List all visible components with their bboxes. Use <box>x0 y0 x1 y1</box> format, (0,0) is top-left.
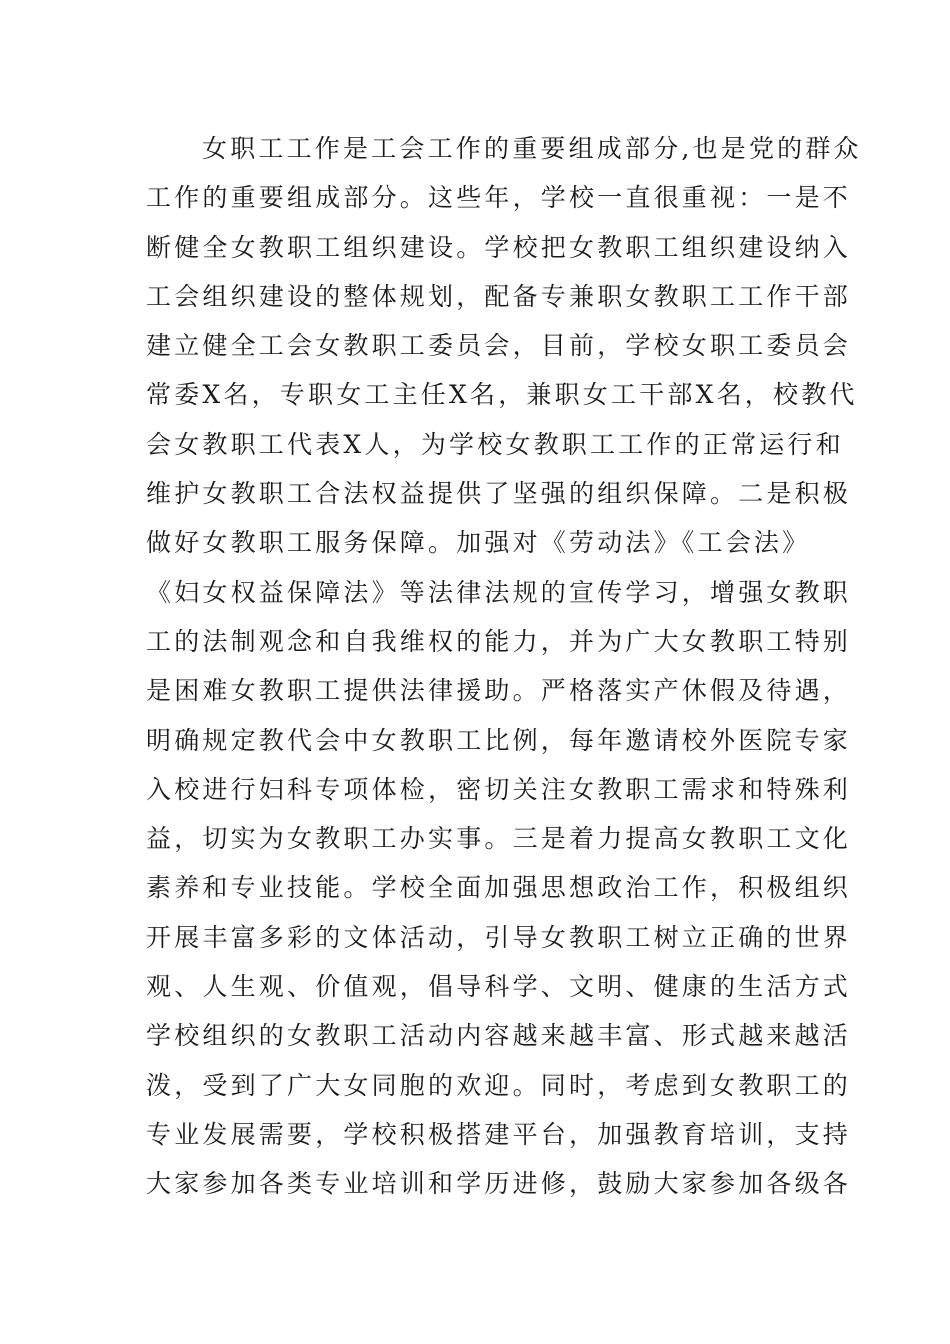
text-line-5: 建立健全工会女教职工委员会，目前，学校女职工委员会 <box>146 331 852 361</box>
text-line-19: 学校组织的女教职工活动内容越来越丰富、形式越来越活 <box>146 1021 852 1051</box>
text-line-11: 工的法制观念和自我维权的能力，并为广大女教职工特别 <box>146 626 852 656</box>
text-line-16: 素养和专业技能。学校全面加强思想政治工作，积极组织 <box>146 873 852 903</box>
text-line-20: 泼，受到了广大女同胞的欢迎。同时，考虑到女教职工的 <box>146 1070 852 1100</box>
text-line-13: 明确规定教代会中女教职工比例，每年邀请校外医院专家 <box>146 725 852 755</box>
text-line-21: 专业发展需要，学校积极搭建平台，加强教育培训，支持 <box>146 1119 852 1149</box>
text-line-9: 做好女教职工服务保障。加强对《劳动法》《工会法》 <box>146 528 811 558</box>
text-line-17: 开展丰富多彩的文体活动，引导女教职工树立正确的世界 <box>146 922 852 952</box>
text-line-15: 益，切实为女教职工办实事。三是着力提高女教职工文化 <box>146 824 852 854</box>
text-line-12: 是困难女教职工提供法律援助。严格落实产休假及待遇， <box>146 676 852 706</box>
text-line-10: 《妇女权益保障法》等法律法规的宣传学习，增强女教职 <box>146 577 852 607</box>
text-line-8: 维护女教职工合法权益提供了坚强的组织保障。二是积极 <box>146 479 852 509</box>
body-paragraph <box>146 124 862 1209</box>
text-line-14: 入校进行妇科专项体检，密切关注女教职工需求和特殊利 <box>146 774 852 804</box>
text-line-6: 常委X名，专职女工主任X名，兼职女工干部X名，校教代 <box>146 380 858 410</box>
text-line-3: 断健全女教职工组织建设。学校把女教职工组织建设纳入 <box>146 232 852 262</box>
text-line-4: 工会组织建设的整体规划，配备专兼职女教职工工作干部 <box>146 281 852 311</box>
text-line-2: 工作的重要组成部分。这些年，学校一直很重视：一是不 <box>146 183 852 213</box>
text-line-18: 观、人生观、价值观，倡导科学、文明、健康的生活方式 <box>146 972 852 1002</box>
text-line-1: 女职工工作是工会工作的重要组成部分,也是党的群众 <box>202 134 862 163</box>
text-line-22: 大家参加各类专业培训和学历进修，鼓励大家参加各级各 <box>146 1169 852 1199</box>
text-line-7: 会女教职工代表X人，为学校女教职工工作的正常运行和 <box>146 429 844 459</box>
